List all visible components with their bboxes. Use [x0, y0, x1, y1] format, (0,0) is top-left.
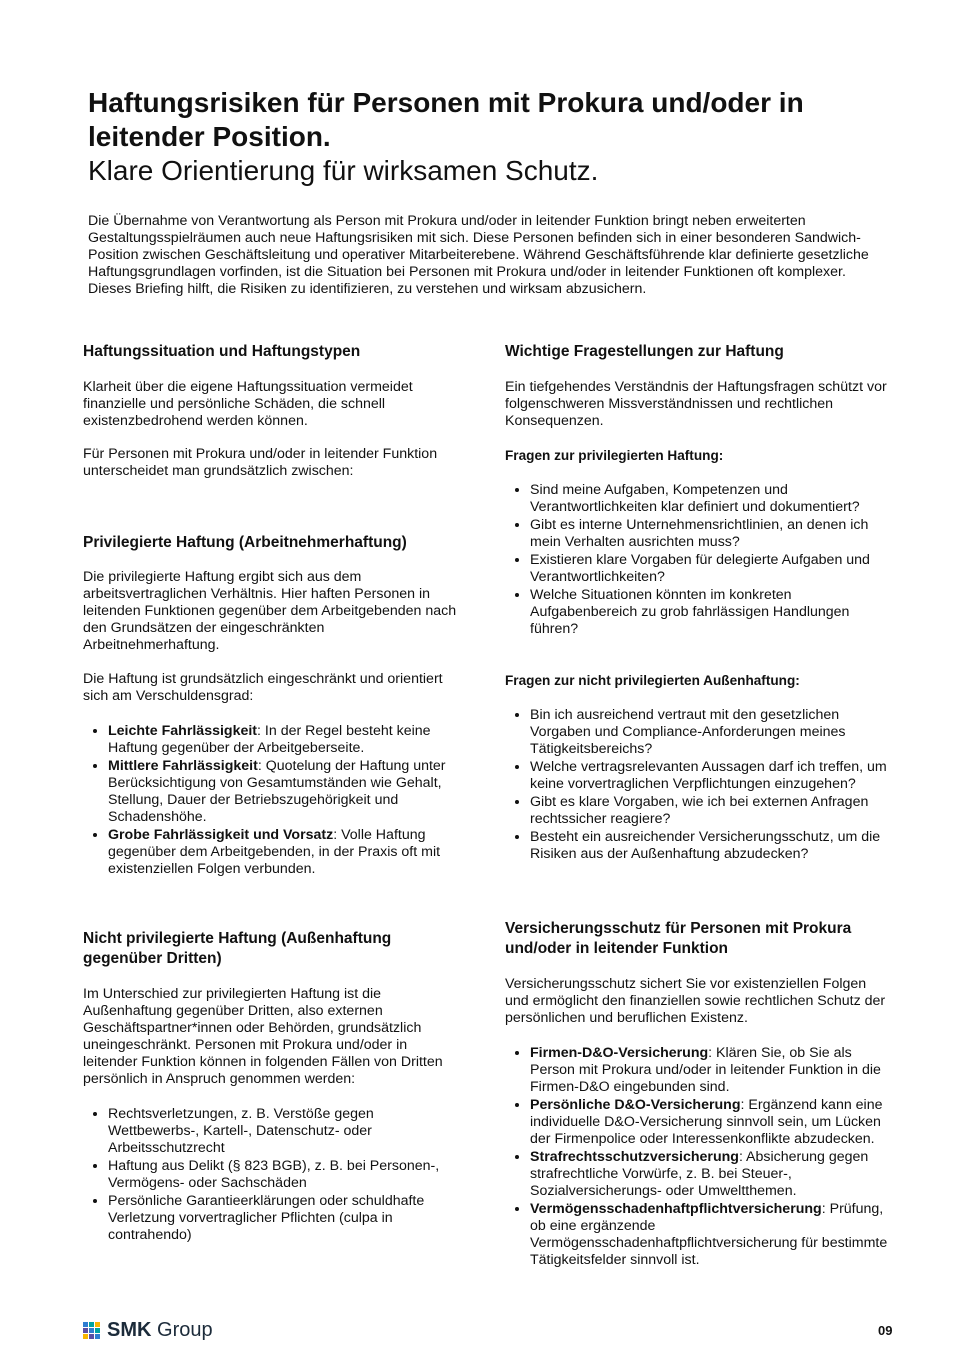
logo-text-regular: Group	[151, 1319, 213, 1341]
list-item-text: : Klären Sie, ob Sie als Person mit Prokura und/oder in leitender Funktion in die Firmen-D&O eingebunden sind.	[530, 1045, 881, 1095]
external-paragraph-1: Im Unterschied zur privilegierten Haftung ist die Außenhaftung gegenüber Dritten, also externen Geschäftspartner*innen oder Behörden, grundsätzlich uneingeschränkt. Personen mit Prokura und/oder in leitender Funktion können in folgenden Fällen von Dritten persönlich in Anspruch genommen werden:	[83, 986, 443, 1087]
insurance-paragraph-1: Versicherungsschutz sichert Sie vor existenziellen Folgen und ermöglicht den finanziellen sowie rechtlichen Schutz der persönlichen und beruflichen Existenz.	[505, 976, 886, 1026]
list-item	[108, 757, 463, 826]
right-column	[505, 342, 890, 1269]
section-heading-insurance: Versicherungsschutz für Personen mit Prokura und/oder in leitender Funktion	[505, 920, 852, 957]
page-subtitle: Klare Orientierung für wirksamen Schutz.	[88, 155, 599, 186]
list-item: • Existieren klare Vorgaben für delegierte Aufgaben und Verantwortlichkeiten?	[530, 551, 890, 586]
insurance-list	[505, 1044, 890, 1269]
list-item: • Gibt es interne Unternehmensrichtlinien, an denen ich mein Verhalten ausrichten muss?	[530, 516, 890, 551]
list-item-term: Strafrechtsschutzversicherung	[530, 1149, 739, 1165]
logo-text	[107, 1319, 213, 1341]
list-item-text: : Absicherung gegen strafrechtliche Vorwürfe, z. B. bei Steuer-, Sozialversicherungs- oder Umweltthemen.	[530, 1149, 869, 1199]
logo-text-bold: SMK	[107, 1319, 152, 1341]
logo-grid-icon	[83, 1322, 100, 1339]
list-item-text: : Ergänzend kann eine individuelle D&O-Versicherung sinnvoll sein, um Lücken der Firmenpolice oder Interessenkonflikte abzudecken.	[530, 1097, 883, 1147]
list-item-term: Leichte Fahrlässigkeit	[108, 723, 258, 739]
list-item-term: Mittlere Fahrlässigkeit	[108, 758, 258, 774]
questions-privileged-list	[505, 481, 890, 638]
questions-external-heading: Fragen zur nicht privilegierten Außenhaftung:	[505, 673, 800, 688]
list-item-text: : Quotelung der Haftung unter Berücksichtigung von Gesamtumständen wie Gehalt, Stellung, Dauer der Betriebszugehörigkeit und Schadenshöhe.	[108, 758, 446, 825]
questions-external-list	[505, 706, 890, 863]
list-item	[530, 1044, 890, 1096]
list-item	[108, 826, 463, 878]
list-item-term: Grobe Fahrlässigkeit und Vorsatz	[108, 827, 334, 843]
intro-paragraph: Die Übernahme von Verantwortung als Person mit Prokura und/oder in leitender Funktion bringt neben erweiterten Gestaltungsspielräumen auch neue Haftungsrisiken mit sich. Diese Personen befinden sich in einer besonderen Sandwich-Position zwischen Geschäftsleitung und operativer Mitarbeiterebene. Während Geschäftsführende klar definierte gesetzliche Haftungsgrundlagen vorfinden, ist die Situation bei Personen mit Prokura und/oder in leitender Funktionen oft komplexer. Dieses Briefing hilft, die Risiken zu identifizieren, zu verstehen und wirksam abzusichern.	[88, 213, 869, 297]
list-item: • Welche Situationen könnten im konkreten Aufgabenbereich zu grob fahrlässigen Handlungen führen?	[530, 586, 890, 638]
list-item: • Besteht ein ausreichender Versicherungsschutz, um die Risiken aus der Außenhaftung abzudecken?	[530, 828, 890, 863]
logo-square	[89, 1334, 94, 1339]
list-item: • Rechtsverletzungen, z. B. Verstöße gegen Wettbewerbs-, Kartell-, Datenschutz- oder Arbeitsschutzrecht	[108, 1105, 463, 1157]
page-number: 09	[878, 1323, 893, 1338]
list-item-term: Persönliche D&O-Versicherung	[530, 1097, 741, 1113]
left-column	[83, 342, 463, 1244]
list-item	[530, 1148, 890, 1200]
logo-square	[95, 1322, 100, 1327]
list-item-text: : Volle Haftung gegenüber dem Arbeitgebenden, in der Praxis oft mit existenziellen Folgen verbunden.	[108, 827, 441, 877]
list-item	[530, 1200, 890, 1269]
external-list	[83, 1105, 463, 1244]
logo-square	[83, 1322, 88, 1327]
privileged-list	[83, 722, 463, 878]
logo-square	[95, 1334, 100, 1339]
list-item-term: Firmen-D&O-Versicherung	[530, 1045, 709, 1061]
list-item: • Haftung aus Delikt (§ 823 BGB), z. B. bei Personen-, Vermögens- oder Sachschäden	[108, 1157, 463, 1192]
page-title: Haftungsrisiken für Personen mit Prokura und/oder in leitender Position.	[88, 87, 804, 152]
list-item	[108, 722, 463, 757]
logo-square	[83, 1334, 88, 1339]
list-item-term: Vermögensschadenhaftpflichtversicherung	[530, 1201, 822, 1217]
section-heading-privileged: Privilegierte Haftung (Arbeitnehmerhaftung)	[83, 534, 407, 551]
list-item: • Persönliche Garantieerklärungen oder schuldhafte Verletzung vorvertraglicher Pflichten (culpa in contrahendo)	[108, 1192, 463, 1244]
list-item-text: : In der Regel besteht keine Haftung gegenüber der Arbeitgeberseite.	[108, 723, 431, 756]
logo-square	[83, 1328, 88, 1333]
situation-paragraph-2: Für Personen mit Prokura und/oder in leitender Funktion unterscheidet man grundsätzlich zwischen:	[83, 446, 438, 479]
situation-paragraph-1: Klarheit über die eigene Haftungssituation vermeidet finanzielle und persönliche Schäden, die schnell existenzbedrohend werden können.	[83, 379, 413, 429]
section-heading-questions: Wichtige Fragestellungen zur Haftung	[505, 343, 784, 360]
list-item: • Sind meine Aufgaben, Kompetenzen und Verantwortlichkeiten klar definiert und dokumentiert?	[530, 481, 890, 516]
section-heading-situation: Haftungssituation und Haftungstypen	[83, 343, 361, 360]
list-item-text: : Prüfung, ob eine ergänzende Vermögensschadenhaftpflichtversicherung für bestimmte Tätigkeitsfelder sinnvoll ist.	[530, 1201, 888, 1268]
list-item: • Bin ich ausreichend vertraut mit den gesetzlichen Vorgaben und Compliance-Anforderungen meines Tätigkeitsbereichs?	[530, 706, 890, 758]
questions-paragraph-1: Ein tiefgehendes Verständnis der Haftungsfragen schützt vor folgenschweren Missverständnissen und rechtlichen Konsequenzen.	[505, 379, 887, 429]
questions-privileged-heading: Fragen zur privilegierten Haftung:	[505, 448, 724, 463]
section-heading-external: Nicht privilegierte Haftung (Außenhaftung gegenüber Dritten)	[83, 930, 392, 967]
list-item	[530, 1096, 890, 1148]
company-logo	[83, 1319, 213, 1341]
list-item: • Gibt es klare Vorgaben, wie ich bei externen Anfragen rechtssicher reagiere?	[530, 793, 890, 828]
logo-square	[89, 1328, 94, 1333]
privileged-paragraph-1: Die privilegierte Haftung ergibt sich aus dem arbeitsvertraglichen Verhältnis. Hier haften Personen in leitenden Funktionen gegenüber dem Arbeitgebenden nach den Grundsätzen der eingeschränkten Arbeitnehmerhaftung.	[83, 569, 457, 653]
list-item: • Welche vertragsrelevanten Aussagen darf ich treffen, um keine vorvertraglichen Verpflichtungen einzugehen?	[530, 758, 890, 793]
logo-square	[89, 1322, 94, 1327]
logo-square	[95, 1328, 100, 1333]
privileged-paragraph-2: Die Haftung ist grundsätzlich eingeschränkt und orientiert sich am Verschuldensgrad:	[83, 671, 443, 704]
